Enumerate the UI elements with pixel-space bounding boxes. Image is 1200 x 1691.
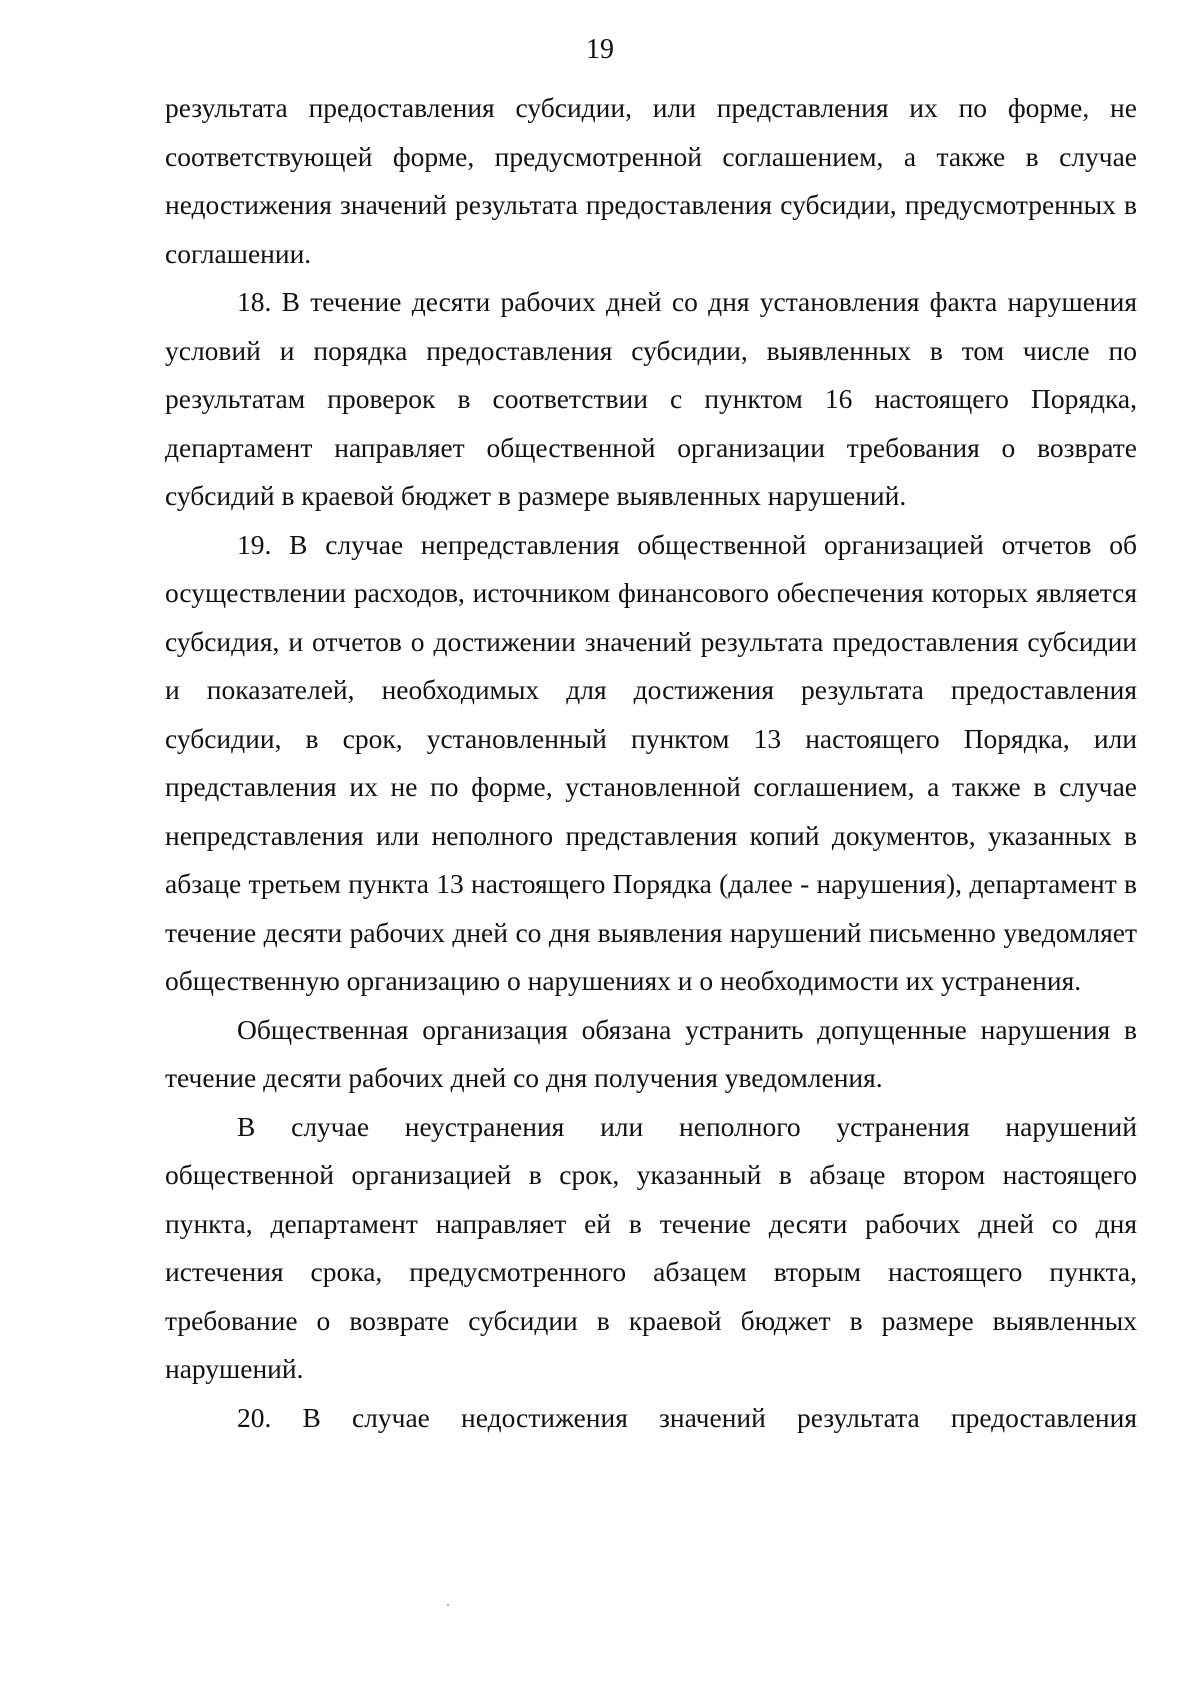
paragraph-item-18: 18. В течение десяти рабочих дней со дня установления факта нарушения условий и порядка предоставления субсидии, выявленных в том числе по результатам проверок в соответствии с пунктом 16 настоящего Порядка, департамент направляет общественной организации требования о возврате субсидий в краевой бюджет в размере выявленных нарушений. [165,286,1137,511]
page-number: 19 [586,34,614,65]
paragraph-item-19: 19. В случае непредставления общественной организацией отчетов об осуществлении расходов, источником финансового обеспечения которых является субсидия, и отчетов о достижении значений результата предоставления субсидии и показателей, необходимых для достижения результата предоставления субсидии, в срок, установленный пунктом 13 настоящего Порядка, или представления их не по форме, установленной соглашением, а также в случае непредставления или неполного представления копий документов, указанных в абзаце третьем пункта 13 настоящего Порядка (далее - нарушения), департамент в течение десяти рабочих дней со дня выявления нарушений письменно уведомляет общественную организацию о нарушениях и о необходимости их устранения. [165,528,1137,996]
paragraph-continuation: результата предоставления субсидии, или представления их по форме, не соответствующей форме, предусмотренной соглашением, а также в случае недостижения значений результата предоставления субсидии, предусмотренных в соглашении. [165,92,1137,269]
scan-speck [447,1604,449,1606]
document-body [165,84,1137,1442]
paragraph-item-19-nonremediation: В случае неустранения или неполного устранения нарушений общественной организацией в срок, указанный в абзаце втором настоящего пункта, департамент направляет ей в течение десяти рабочих дней со дня истечения срока, предусмотренного абзацем вторым настоящего пункта, требование о возврате субсидии в краевой бюджет в размере выявленных нарушений. [165,1110,1137,1384]
paragraph-item-19-obligation: Общественная организация обязана устранить допущенные нарушения в течение десяти рабочих дней со дня получения уведомления. [165,1013,1137,1093]
paragraph-item-20: 20. В случае недостижения значений результата предоставления [237,1401,1137,1433]
